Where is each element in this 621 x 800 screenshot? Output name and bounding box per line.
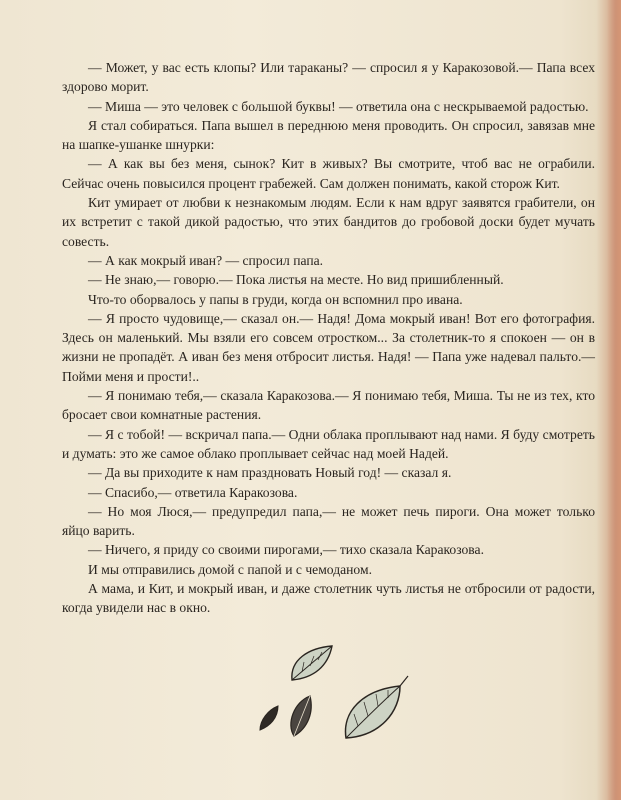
paragraph-8: Что-то оборвалось у папы в груди, когда он вспомнил про ивана. bbox=[88, 291, 463, 307]
page-body-text bbox=[62, 58, 595, 618]
paragraph-7: — Не знаю,— говорю.— Пока листья на месте. Но вид пришибленный. bbox=[88, 272, 504, 288]
paragraph-3: Я стал собираться. Папа вышел в переднюю меня проводить. Он спросил, завязав мне на шапке-ушанке шнурки: bbox=[62, 117, 595, 153]
leaf-large-icon bbox=[345, 676, 408, 738]
leaf-dark-icon bbox=[291, 696, 311, 736]
paragraph-6: — А как мокрый иван? — спросил папа. bbox=[88, 252, 324, 268]
paragraph-11: — Я с тобой! — вскричал папа.— Одни облака проплывают над нами. Я буду смотреть и думать: это же самое облако проплывает сейчас над моей Надей. bbox=[62, 426, 595, 461]
paragraph-5: Кит умирает от любви к незнакомым людям. Если к нам вдруг заявятся грабители, он их встретит с такой дикой радостью, что этих бандитов до гробовой доски будет мучать совесть. bbox=[62, 195, 595, 249]
paragraph-16: И мы отправились домой с папой и с чемоданом. bbox=[88, 561, 372, 577]
leaf-top-icon bbox=[292, 646, 332, 680]
falling-leaves-illustration bbox=[250, 640, 420, 750]
paragraph-14: — Но моя Люся,— предупредил папа,— не может печь пироги. Она может только яйцо варить. bbox=[62, 503, 595, 539]
paragraph-12: — Да вы приходите к нам праздновать Новый год! — сказал я. bbox=[88, 465, 452, 481]
paragraph-2: — Миша — это человек с большой буквы! — ответила она с нескрываемой радостью. bbox=[88, 98, 589, 114]
paragraph-9: — Я просто чудовище,— сказал он.— Надя! Дома мокрый иван! Вот его фотография. Здесь он маленький. Мы взяли его совсем отростком... За столетник-то я спокоен — он в жизни не пропадёт. А иван без меня отбросит листья. Надя! — Папа уже надевал пальто.— Пойми меня и прости!.. bbox=[62, 310, 595, 384]
paragraph-4: — А как вы без меня, сынок? Кит в живых? Вы смотрите, чтоб вас не ограбили. Сейчас очень повысился процент грабежей. Сам должен понимать, какой сторож Кит. bbox=[62, 156, 595, 191]
paragraph-10: — Я понимаю тебя,— сказала Каракозова.— Я понимаю тебя, Миша. Ты не из тех, кто бросает свои комнатные растения. bbox=[62, 388, 595, 423]
paragraph-17: А мама, и Кит, и мокрый иван, и даже столетник чуть листья не отбросили от радости, когда увидели нас в окно. bbox=[62, 581, 595, 616]
paragraph-15: — Ничего, я приду со своими пирогами,— тихо сказала Каракозова. bbox=[88, 542, 484, 558]
paragraph-13: — Спасибо,— ответила Каракозова. bbox=[88, 484, 298, 500]
paragraph-1: — Может, у вас есть клопы? Или тараканы? — спросил я у Каракозовой.— Папа всех здорово морит. bbox=[62, 60, 595, 95]
leaf-small-icon bbox=[260, 706, 278, 730]
page-edge bbox=[607, 0, 621, 800]
